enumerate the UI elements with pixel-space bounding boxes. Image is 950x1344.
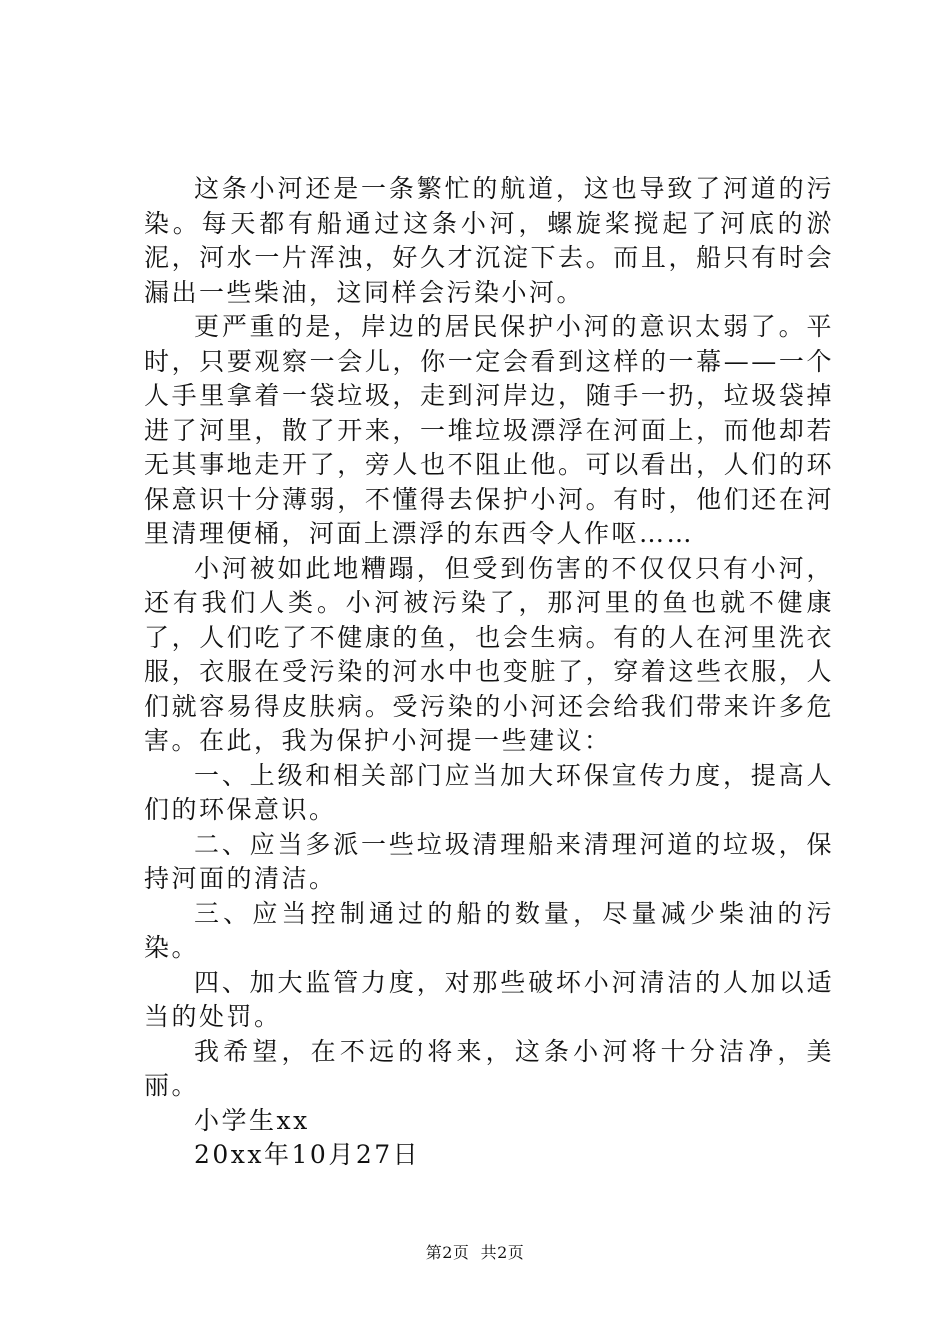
paragraph-residents-awareness: 更严重的是，岸边的居民保护小河的意识太弱了。平时，只要观察一会儿，你一定会看到这样的一幕——一个人手里拿着一袋垃圾，走到河岸边，随手一扔，垃圾袋掉进了河里，散了开来，一堆垃圾漂浮在河面上，而他却若无其事地走开了，旁人也不阻止他。可以看出，人们的环保意识十分薄弱，不懂得去保护小河。有时，他们还在河里清理便桶，河面上漂浮的东西令人作呕…… [144,312,834,548]
page-number-label: 第2页 共2页 [425,1243,525,1262]
suggestion-2: 二、应当多派一些垃圾清理船来清理河道的垃圾，保持河面的清洁。 [144,829,834,893]
suggestion-3: 三、应当控制通过的船的数量，尽量减少柴油的污染。 [144,898,834,962]
author-signature: 小学生xx [194,1105,310,1135]
paragraph-harm-to-humans: 小河被如此地糟蹋，但受到伤害的不仅仅只有小河，还有我们人类。小河被污染了，那河里的鱼也就不健康了，人们吃了不健康的鱼，也会生病。有的人在河里洗衣服，衣服在受污染的河水中也变脏了，穿着这些衣服，人们就容易得皮肤病。受污染的小河还会给我们带来许多危害。在此，我为保护小河提一些建议： [144,553,834,755]
suggestion-1: 一、上级和相关部门应当加大环保宣传力度，提高人们的环保意识。 [144,760,834,824]
page-footer [0,1243,950,1263]
paragraph-hope: 我希望，在不远的将来，这条小河将十分洁净，美丽。 [144,1036,834,1100]
paragraph-pollution-shipping: 这条小河还是一条繁忙的航道，这也导致了河道的污染。每天都有船通过这条小河，螺旋桨搅起了河底的淤泥，河水一片浑浊，好久才沉淀下去。而且，船只有时会漏出一些柴油，这同样会污染小河。 [144,174,834,307]
document-date: 20xx年10月27日 [194,1140,421,1169]
document-body [144,172,834,1173]
suggestion-4: 四、加大监管力度，对那些破坏小河清洁的人加以适当的处罚。 [144,967,834,1031]
